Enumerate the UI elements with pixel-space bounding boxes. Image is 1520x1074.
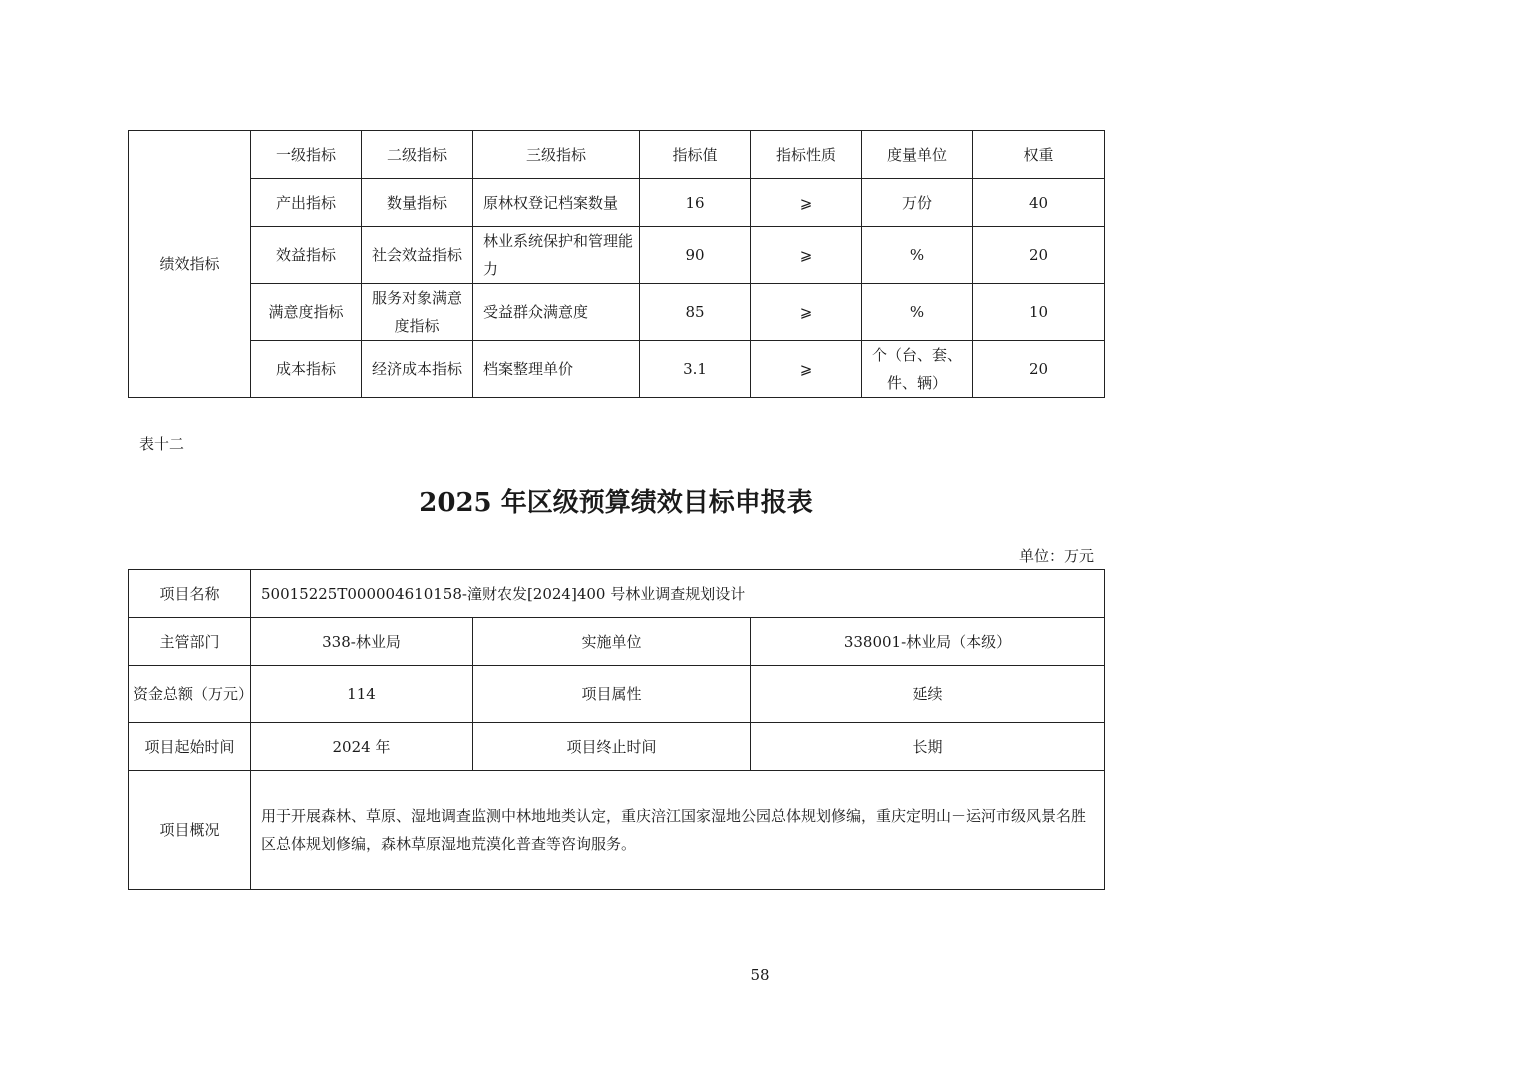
overview-value: 用于开展森林、草原、湿地调查监测中林地地类认定，重庆涪江国家湿地公园总体规划修编，重庆定明山－运河市级风景名胜区总体规划修编，森林草原湿地荒漠化普查等咨询服务。 bbox=[251, 771, 1105, 890]
table-row bbox=[129, 227, 1105, 284]
section-label-cell: 绩效指标 bbox=[129, 131, 251, 398]
table-row bbox=[129, 284, 1105, 341]
table-cell: 林业系统保护和管理能力 bbox=[473, 227, 640, 284]
header-cell: 度量单位 bbox=[862, 131, 973, 179]
performance-indicator-table bbox=[128, 130, 1105, 398]
fund-label: 资金总额（万元） bbox=[129, 666, 251, 723]
table-cell: 85 bbox=[640, 284, 751, 341]
end-label: 项目终止时间 bbox=[473, 723, 751, 771]
table-cell: 原林权登记档案数量 bbox=[473, 179, 640, 227]
project-info-table bbox=[128, 569, 1105, 890]
table-row bbox=[129, 666, 1105, 723]
table-cell: 90 bbox=[640, 227, 751, 284]
page-number: 58 bbox=[750, 966, 770, 984]
header-cell: 指标性质 bbox=[751, 131, 862, 179]
project-name-value: 50015225T000004610158-潼财农发[2024]400 号林业调查规划设计 bbox=[251, 570, 1105, 618]
table-cell: 16 bbox=[640, 179, 751, 227]
table-cell: 数量指标 bbox=[362, 179, 473, 227]
page-title: 2025 年区级预算绩效目标申报表 bbox=[419, 488, 813, 518]
table-row bbox=[129, 179, 1105, 227]
table-cell: 经济成本指标 bbox=[362, 341, 473, 398]
table-cell: 40 bbox=[973, 179, 1105, 227]
table-cell: 档案整理单价 bbox=[473, 341, 640, 398]
table-cell: 服务对象满意度指标 bbox=[362, 284, 473, 341]
dept-value: 338-林业局 bbox=[251, 618, 473, 666]
table-cell: 社会效益指标 bbox=[362, 227, 473, 284]
table-cell: 万份 bbox=[862, 179, 973, 227]
table-row bbox=[129, 771, 1105, 890]
table-cell: 效益指标 bbox=[251, 227, 362, 284]
header-cell: 权重 bbox=[973, 131, 1105, 179]
table-number-label: 表十二 bbox=[139, 435, 185, 453]
header-cell: 二级指标 bbox=[362, 131, 473, 179]
table-cell: 个（台、套、件、辆） bbox=[862, 341, 973, 398]
attr-value: 延续 bbox=[751, 666, 1105, 723]
header-cell: 三级指标 bbox=[473, 131, 640, 179]
table-cell: 成本指标 bbox=[251, 341, 362, 398]
start-label: 项目起始时间 bbox=[129, 723, 251, 771]
table-cell: 20 bbox=[973, 227, 1105, 284]
header-cell: 指标值 bbox=[640, 131, 751, 179]
table-row bbox=[129, 570, 1105, 618]
overview-label: 项目概况 bbox=[129, 771, 251, 890]
unit-label: 单位：万元 bbox=[1018, 547, 1094, 565]
impl-label: 实施单位 bbox=[473, 618, 751, 666]
table-cell: ⩾ bbox=[751, 341, 862, 398]
table-cell: 10 bbox=[973, 284, 1105, 341]
table-cell: ⩾ bbox=[751, 179, 862, 227]
table-cell: 20 bbox=[973, 341, 1105, 398]
table-cell: 3.1 bbox=[640, 341, 751, 398]
attr-label: 项目属性 bbox=[473, 666, 751, 723]
table-cell: % bbox=[862, 284, 973, 341]
table-cell: 满意度指标 bbox=[251, 284, 362, 341]
impl-value: 338001-林业局（本级） bbox=[751, 618, 1105, 666]
table-cell: 受益群众满意度 bbox=[473, 284, 640, 341]
table-row bbox=[129, 723, 1105, 771]
header-cell: 一级指标 bbox=[251, 131, 362, 179]
table-cell: ⩾ bbox=[751, 284, 862, 341]
dept-label: 主管部门 bbox=[129, 618, 251, 666]
table-cell: 产出指标 bbox=[251, 179, 362, 227]
table-row bbox=[129, 341, 1105, 398]
end-value: 长期 bbox=[751, 723, 1105, 771]
start-value: 2024 年 bbox=[251, 723, 473, 771]
fund-value: 114 bbox=[251, 666, 473, 723]
project-name-label: 项目名称 bbox=[129, 570, 251, 618]
table-row bbox=[129, 618, 1105, 666]
table-cell: ⩾ bbox=[751, 227, 862, 284]
table-cell: % bbox=[862, 227, 973, 284]
